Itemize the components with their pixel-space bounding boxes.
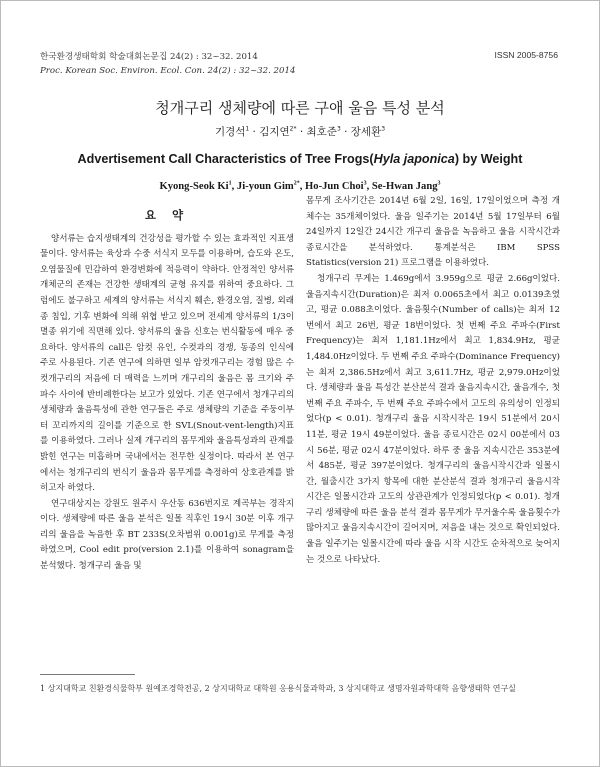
abstract-heading: 요 약 <box>144 208 190 222</box>
body-paragraph: 몸무게 조사기간은 2014년 6월 2일, 16일, 17일이었으며 측정 개체수는 35개체이었다. 울음 일주기는 2014년 5월 17일부터 6월 24일까지 12일간 24시간 개구리 울음을 녹음하고 울음 시작시간과 종료시간을 분석하였다. 통계분석은 IBM SPSS Statistics(version 21) 프로그램을 이용하였다. <box>306 196 560 269</box>
author-affiliation-mark: 2* <box>289 125 297 133</box>
title-en-prefix: Advertisement Call Characteristics of Tree Frogs( <box>77 152 374 166</box>
paper-title-ko: 청개구리 생체량에 따른 구애 울음 특성 분석 <box>155 99 445 117</box>
author-name: 기경석 <box>214 126 246 138</box>
body-paragraph: 양서류는 습지생태계의 건강성을 평가할 수 있는 효과적인 지표생물이다. 양서류는 육상과 수중 서식지 모두를 이용하며, 습도와 온도, 오염물질에 민감하여 환경변화에 적응력이 약하다. 안정적인 양서류 개체군의 존재는 건강한 생태계의 균형 유지를 위하여 중요하다. 그럼에도 불구하고 세계의 양서류는 서식지 훼손, 환경오염, 질병, 외래종 침입, 기후 변화에 의해 위협 받고 있으며 전세계 양서류의 1/3이 멸종 위기에 직면해 있다. 양서류의 울음 신호는 번식활동에 매우 중요하다. 양서류의 call은 암컷 유인, 수컷과의 경쟁, 동종의 인식에 주로 사용된다. 기존 연구에 의하면 일부 암컷개구리는 경험 많은 수컷개구리의 저음에 더 매력을 느끼며 개구리의 울음은 몸 크기와 주파수 사이에 반비례한다는 보고가 있었다. 기존 연구에서 청개구리의 생체량과 울음특성에 관한 연구들은 주로 생체량의 기준을 주둥이부터 꼬리까지의 길이를 기준으로 한 SVL(Snout-vent-length)지표를 이용하였다. 그러나 실제 개구리의 몸무게와 울음특성과의 관계를 밝힌 연구는 미흡하며 국내에서는 전무한 실정이다. 따라서 본 연구에서는 청개구리의 번식기 울음과 몸무게를 측정하여 상호관계를 밝히고자 하였다. <box>40 233 294 494</box>
author-affiliation-mark: 1 <box>245 125 250 133</box>
author-separator: · <box>249 126 260 138</box>
footnote-rule <box>40 674 135 675</box>
paper-title-en <box>0 152 600 166</box>
author-affiliation-mark: 3 <box>437 180 441 187</box>
body-paragraph: 청개구리 무게는 1.469g에서 3.959g으로 평균 2.66g이었다. 울음지속시간(Duration)은 최저 0.0065초에서 최고 0.0139초였고, 평균 0.088초이었다. 울음횟수(Number of calls)는 최저 12번에서 최고 26번, 평균 18번이었다. 첫 번째 주요 주파수(First Frequency)는 최저 1,181.1Hz에서 최고 1,834.9Hz, 평균 1,484.0Hz이었다. 두 번째 주요 주파수(Dominance Frequency)는 최저 2,386.5Hz에서 최고 3,611.7Hz, 평균 2,979.0Hz이었다. 생체량과 울음 특성간 분산분석 결과 울음지속시간, 울음개수, 첫 번째 주요 주파수, 두 번째 주요 주파수에서 고도의 유의성이 인정되었다(p < 0.01). 청개구리 울음 시작시작은 19시 51분에서 20시 11분, 평균 19시 49분이었다. 울음 종료시간은 02시 00분에서 03시 56분, 평균 02시 47분이었다. 하루 중 울음 지속시간은 353분에서 485분, 평균 397분이었다. 청개구리의 울음시작시간과 일몰시간, 월출시간 3가지 항목에 대한 분산분석 결과 청개구리 울음시작 시간은 일몰시간과 고도의 상관관계가 인정되었다(p < 0.01). 청개구리 생체량에 따른 울음 분석 결과 몸무게가 무거울수록 울음횟수가 많아지고 울음지속시간이 길어지며, 저음을 내는 것으로 확인되었다. 울음 일주기는 일몰시간에 따라 울음 시작 시간도 순차적으로 늦어지는 것으로 나타났다. <box>306 273 560 565</box>
author-separator: · <box>296 126 307 138</box>
author-separator: , <box>299 181 306 192</box>
author-separator: , <box>366 181 372 192</box>
issn: ISSN 2005-8756 <box>494 50 558 60</box>
journal-header <box>40 50 295 78</box>
author-affiliation-mark: 1 <box>228 180 232 187</box>
author-separator: · <box>340 126 351 138</box>
author-name: Ji-youn Gim <box>236 181 294 192</box>
journal-citation-en: Proc. Korean Soc. Environ. Ecol. Con. 24(2) : 32~32. 2014 <box>40 66 296 76</box>
author-name: 김지연 <box>259 126 290 138</box>
author-name: Se-Hwan Jang <box>371 181 438 192</box>
author-name: 장세환 <box>350 126 382 138</box>
journal-citation-ko: 한국환경생태학회 학술대회논문집 24(2) : 32~32. 2014 <box>40 52 258 62</box>
author-name: Ho-Jun Choi <box>305 181 364 192</box>
author-affiliation-mark: 3 <box>381 125 386 133</box>
right-column <box>306 194 560 568</box>
author-affiliation-mark: 3 <box>363 180 367 187</box>
body-paragraph: 연구대상지는 강원도 원주시 우산동 636번지로 계곡부는 경작지이다. 생체량에 따른 울음 분석은 일몰 직후인 19시 30분 이후 개구리의 울음을 녹음한 후 BT 233S(오차범위 0.001g)로 무게를 측정하였으며, Cool edit pro(version 2.1)를 이용하여 sonagram을 분석했다. 청개구리 울음 및 <box>40 498 294 572</box>
species-name: Hyla japonica <box>373 152 455 166</box>
title-en-suffix: ) by Weight <box>454 152 523 166</box>
affiliation-footnote: 1 상지대학교 친환경식물학부 원예조경학전공, 2 상지대학교 대학원 응용식물과학과, 3 상지대학교 생명자원과학대학 음향생태학 연구실 <box>40 684 516 693</box>
author-list-en <box>0 181 600 192</box>
author-name: 최호준 <box>306 126 337 138</box>
left-column <box>40 208 294 575</box>
author-list-ko <box>0 124 600 139</box>
author-affiliation-mark: 2* <box>293 180 300 187</box>
author-separator: , <box>231 181 237 192</box>
author-affiliation-mark: 3 <box>336 125 341 133</box>
author-name: Kyong-Seok Ki <box>159 181 229 192</box>
